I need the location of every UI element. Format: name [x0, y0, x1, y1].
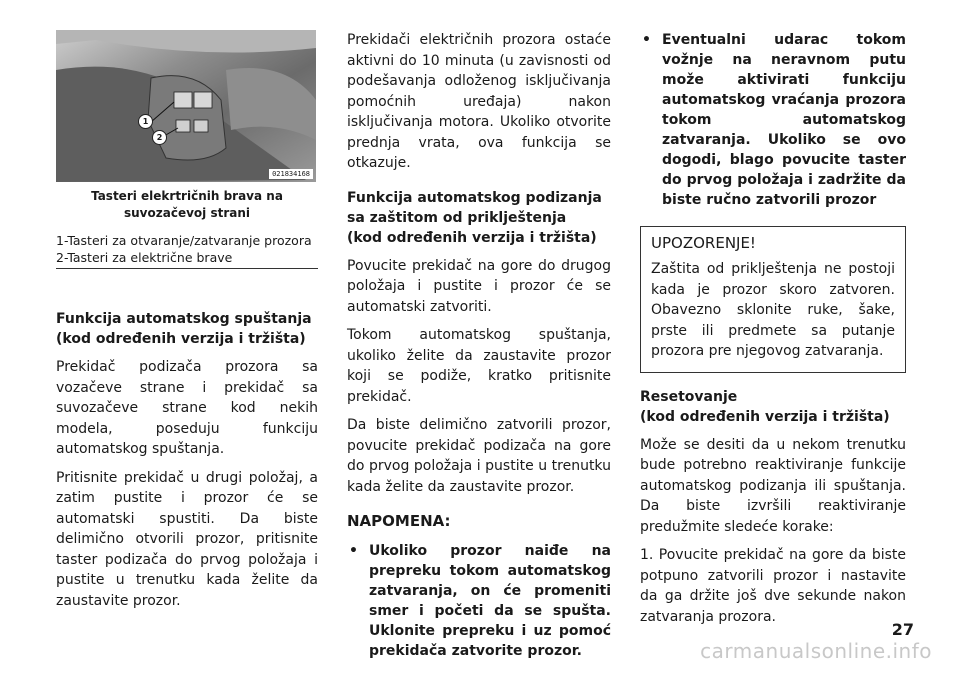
heading-line1: Funkcija automatskog spuštanja: [56, 311, 312, 327]
bullet-text: Ukoliko prozor naiđe na prepreku tokom automatskog zatvaranja, on će promeniti smer i početi da se spušta. Uklonite prepreku i uz pomoć prekidača zatvorite prozor.: [369, 543, 611, 659]
left-column: [56, 30, 318, 611]
legend-item-2: 2-Tasteri za električne brave: [56, 250, 233, 265]
legend-divider: [56, 268, 318, 269]
paragraph: Povucite prekidač na gore do drugog položaja i pustite i prozor će se automatski zatvoriti.: [347, 257, 611, 315]
note-bullet-item: [640, 30, 906, 210]
bullet-icon: •: [642, 32, 651, 48]
page-number: 27: [891, 620, 914, 639]
door-switch-figure: [56, 30, 316, 182]
figure-legend: [56, 232, 318, 269]
heading-line1: Funkcija automatskog podizanja sa zaštitom od priklještenja: [347, 189, 602, 226]
figure-caption: [56, 188, 318, 222]
figure-caption-line1: Tasteri elekrtričnih brava na: [91, 189, 283, 203]
legend-item-1: 1-Tasteri za otvaranje/zatvaranje prozora: [56, 233, 312, 248]
warning-title: UPOZORENJE!: [651, 234, 756, 252]
section-heading-reset: [640, 387, 906, 427]
paragraph: Prekidači električnih prozora ostaće aktivni do 10 minuta (u zavisnosti od podešavanja odloženog isključivanja pomoćnih uređaja) nakon isključivanja motora. Ukoliko otvorite prednja vrata, ova funkcija se otkazuje.: [347, 32, 611, 171]
warning-box: [640, 226, 906, 373]
bullet-icon: •: [349, 543, 358, 559]
note-bullet-item: [347, 541, 611, 661]
figure-code: 021834168: [269, 169, 313, 179]
right-column: [640, 30, 906, 627]
paragraph: Pritisnite prekidač u drugi položaj, a zatim pustite i prozor će se automatski spustiti. Da biste delimično otvorili prozor, pritisnite taster podizača do prvog položaja i pustite u trenutku kada želite da zaustavite prozor.: [56, 469, 318, 609]
paragraph: Da biste delimično zatvorili prozor, povucite prekidač podizača na gore do prvog položaja i pustite u trenutku kada želite da zaustavite prozor.: [347, 417, 611, 495]
figure-caption-line2: suvozačevoj strani: [124, 206, 250, 220]
paragraph: Prekidač podizača prozora sa vozačeve strane i prekidač sa suvozačeve strane kod nekih modela, poseduju funkciju automatskog spuštanja.: [56, 359, 318, 457]
bullet-text: Eventualni udarac tokom vožnje na neravnom putu može aktivirati funkciju automatskog vraćanja prozora tokom automatskog zatvaranja. Ukoliko se ovo dogodi, blago povucite taster do prvog položaja i zadržite da biste ručno zatvorili prozor: [662, 32, 906, 208]
paragraph: 1. Povucite prekidač na gore da biste potpuno zatvorili prozor i nastavite da ga držite još dve sekunde nakon zatvaranja prozora.: [640, 547, 906, 625]
paragraph: Može se desiti da u nekom trenutku bude potrebno reaktiviranje funkcije automatskog podizanja ili spuštanja. Da biste izvršili reaktiviranje predužmite sledeće korake:: [640, 436, 906, 535]
note-label: NAPOMENA:: [347, 512, 451, 530]
heading-line2: (kod određenih verzija i tržišta): [56, 331, 306, 347]
section-heading-auto-down: [56, 309, 318, 349]
callout-1: 1: [138, 114, 153, 129]
heading-line2: (kod određenih verzija i tržišta): [347, 229, 597, 246]
door-panel-illustration: [56, 30, 316, 182]
heading-line2: (kod određenih verzija i tržišta): [640, 408, 890, 425]
section-heading-auto-up: [347, 188, 611, 248]
callout-2: 2: [152, 130, 167, 145]
watermark: carmanualsonline.info: [700, 639, 932, 663]
paragraph: Tokom automatskog spuštanja, ukoliko želite da zaustavite prozor koji se podiže, kratko pritisnite prekidač.: [347, 327, 611, 405]
middle-column: [347, 30, 611, 661]
heading-line1: Resetovanje: [640, 388, 738, 405]
warning-text: Zaštita od priklještenja ne postoji kada je prozor skoro zatvoren. Obavezno sklonite ruke, šake, prste ili predmete sa putanje prozora pre njegovog zatvaranja.: [651, 261, 895, 359]
